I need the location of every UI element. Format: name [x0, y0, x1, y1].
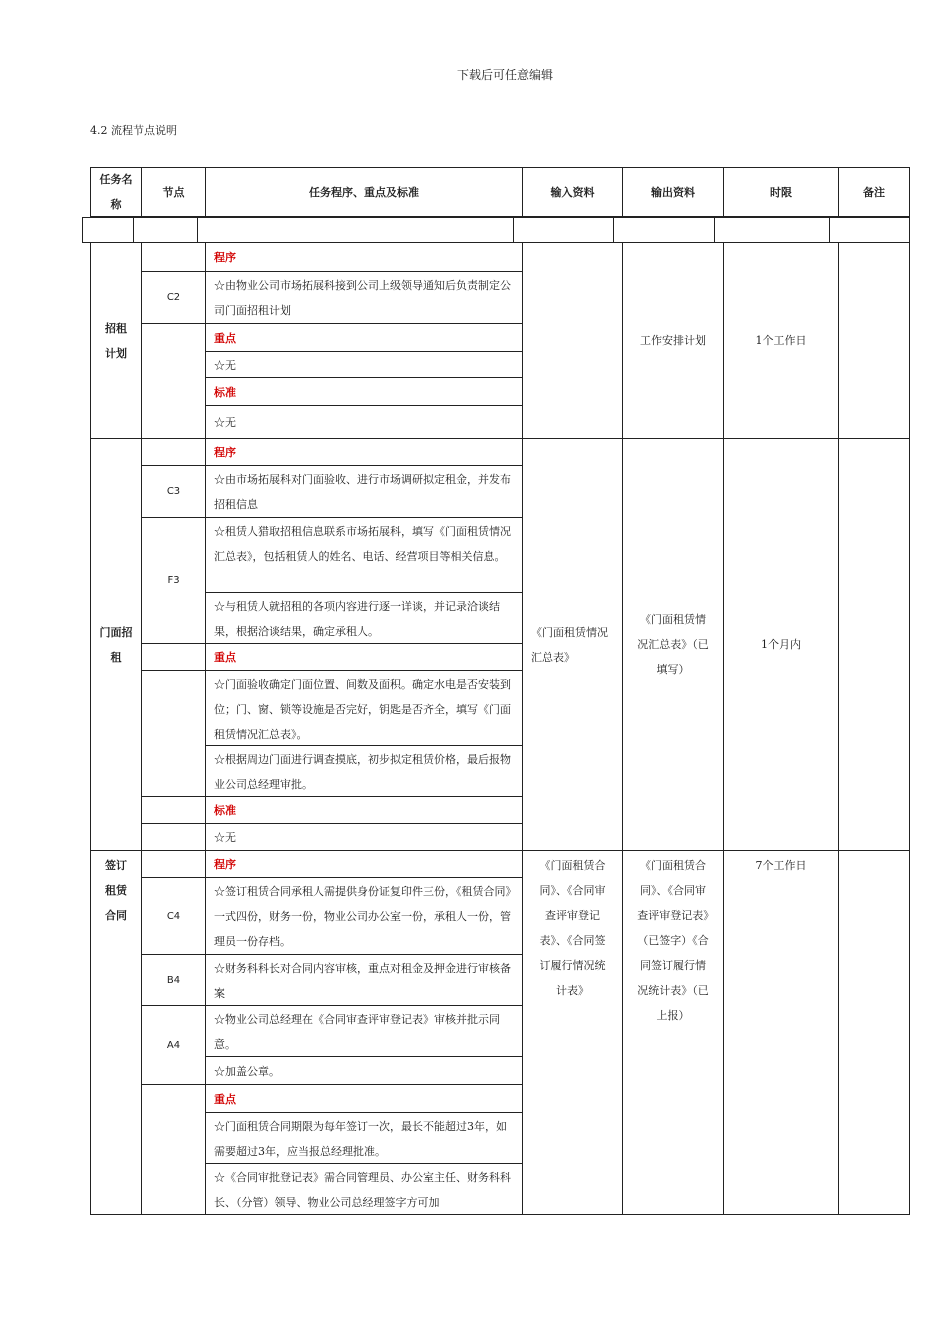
- process-table: [90, 167, 910, 1215]
- step-text: ☆门面验收确定门面位置、间数及面积。确定水电是否安装到位；门、窗、锁等设施是否完好，钥匙是否齐全，填写《门面租赁情况汇总表》。: [206, 671, 523, 746]
- step-label-procedure: 程序: [206, 851, 523, 878]
- spacer-cell: [714, 217, 830, 243]
- task-name-cell: 签订租赁合同: [91, 851, 142, 1214]
- time-limit-cell: 1个工作日: [724, 243, 839, 439]
- input-cell: [523, 243, 623, 439]
- output-cell: 《门面租赁情况汇总表》（已填写）: [623, 439, 724, 851]
- spacer-cell: [82, 217, 134, 243]
- node-cell: [142, 324, 206, 439]
- task-name-cell: 招租计划: [91, 243, 142, 439]
- step-label-procedure: 程序: [206, 439, 523, 466]
- input-cell: 《门面租赁情况汇总表》: [523, 439, 623, 851]
- node-cell: [142, 243, 206, 272]
- step-text: ☆《合同审批登记表》需合同管理员、办公室主任、财务科科长、（分管）领导、物业公司总经理签字方可加: [206, 1164, 523, 1214]
- node-cell: [142, 1085, 206, 1214]
- node-cell: B4: [142, 955, 206, 1006]
- step-text: ☆财务科科长对合同内容审核，重点对租金及押金进行审核备案: [206, 955, 523, 1006]
- spacer-cell: [829, 217, 910, 243]
- step-text: ☆由市场拓展科对门面验收、进行市场调研拟定租金，并发布招租信息: [206, 466, 523, 518]
- spacer-cell: [197, 217, 514, 243]
- node-cell: [142, 671, 206, 797]
- step-label-key-points: 重点: [206, 324, 523, 352]
- step-text: ☆无: [206, 824, 523, 851]
- step-label-standard: 标准: [206, 797, 523, 824]
- step-label-standard: 标准: [206, 378, 523, 406]
- spacer-cell: [613, 217, 715, 243]
- task-name-cell: 门面招租: [91, 439, 142, 851]
- output-cell: 工作安排计划: [623, 243, 724, 439]
- remark-cell: [839, 851, 909, 1214]
- page-header: 下载后可任意编辑: [456, 68, 553, 82]
- step-text: ☆根据周边门面进行调查摸底，初步拟定租赁价格，最后报物业公司总经理审批。: [206, 746, 523, 797]
- header-procedure: 任务程序、重点及标准: [206, 168, 523, 217]
- step-text: ☆无: [206, 352, 523, 378]
- output-cell: 《门面租赁合同》、《合同审查评审登记表》（已签字）《合同签订履行情况统计表》（已上报）: [623, 851, 724, 1214]
- remark-cell: [839, 439, 909, 851]
- step-label-key-points: 重点: [206, 1085, 523, 1113]
- header-time: 时限: [724, 168, 839, 217]
- node-cell: [142, 824, 206, 851]
- step-label-procedure: 程序: [206, 243, 523, 272]
- step-text: ☆门面租赁合同期限为每年签订一次，最长不能超过3年，如需要超过3年，应当报总经理批准。: [206, 1113, 523, 1164]
- spacer-cell: [513, 217, 614, 243]
- input-cell: 《门面租赁合同》、《合同审查评审登记表》、《合同签订履行情况统计表》: [523, 851, 623, 1214]
- node-cell: C2: [142, 272, 206, 324]
- time-limit-cell: 7个工作日: [724, 851, 839, 1214]
- step-text: ☆租赁人猎取招租信息联系市场拓展科，填写《门面租赁情况汇总表》，包括租赁人的姓名、电话、经营项目等相关信息。: [206, 518, 523, 593]
- step-label-key-points: 重点: [206, 644, 523, 671]
- time-limit-cell: 1个月内: [724, 439, 839, 851]
- step-text: ☆与租赁人就招租的各项内容进行逐一详谈，并记录洽谈结果，根据洽谈结果，确定承租人。: [206, 593, 523, 644]
- node-cell: [142, 797, 206, 824]
- header-task: 任务名称: [91, 168, 142, 217]
- node-cell: [142, 439, 206, 466]
- step-text: ☆加盖公章。: [206, 1057, 523, 1085]
- header-remark: 备注: [839, 168, 909, 217]
- step-text: ☆签订租赁合同承租人需提供身份证复印件三份，《租赁合同》一式四份，财务一份，物业公司办公室一份，承租人一份，管理员一份存档。: [206, 878, 523, 955]
- header-output: 输出资料: [623, 168, 724, 217]
- node-cell: F3: [142, 518, 206, 644]
- node-cell: [142, 851, 206, 878]
- section-title: 4.2 流程节点说明: [90, 124, 177, 137]
- header-node: 节点: [142, 168, 206, 217]
- spacer-cell: [133, 217, 198, 243]
- node-cell: [142, 644, 206, 671]
- header-input: 输入资料: [523, 168, 623, 217]
- step-text: ☆无: [206, 406, 523, 439]
- node-cell: A4: [142, 1006, 206, 1085]
- remark-cell: [839, 243, 909, 439]
- node-cell: C3: [142, 466, 206, 518]
- node-cell: C4: [142, 878, 206, 955]
- step-text: ☆由物业公司市场拓展科接到公司上级领导通知后负责制定公司门面招租计划: [206, 272, 523, 324]
- step-text: ☆物业公司总经理在《合同审查评审登记表》审核并批示同意。: [206, 1006, 523, 1057]
